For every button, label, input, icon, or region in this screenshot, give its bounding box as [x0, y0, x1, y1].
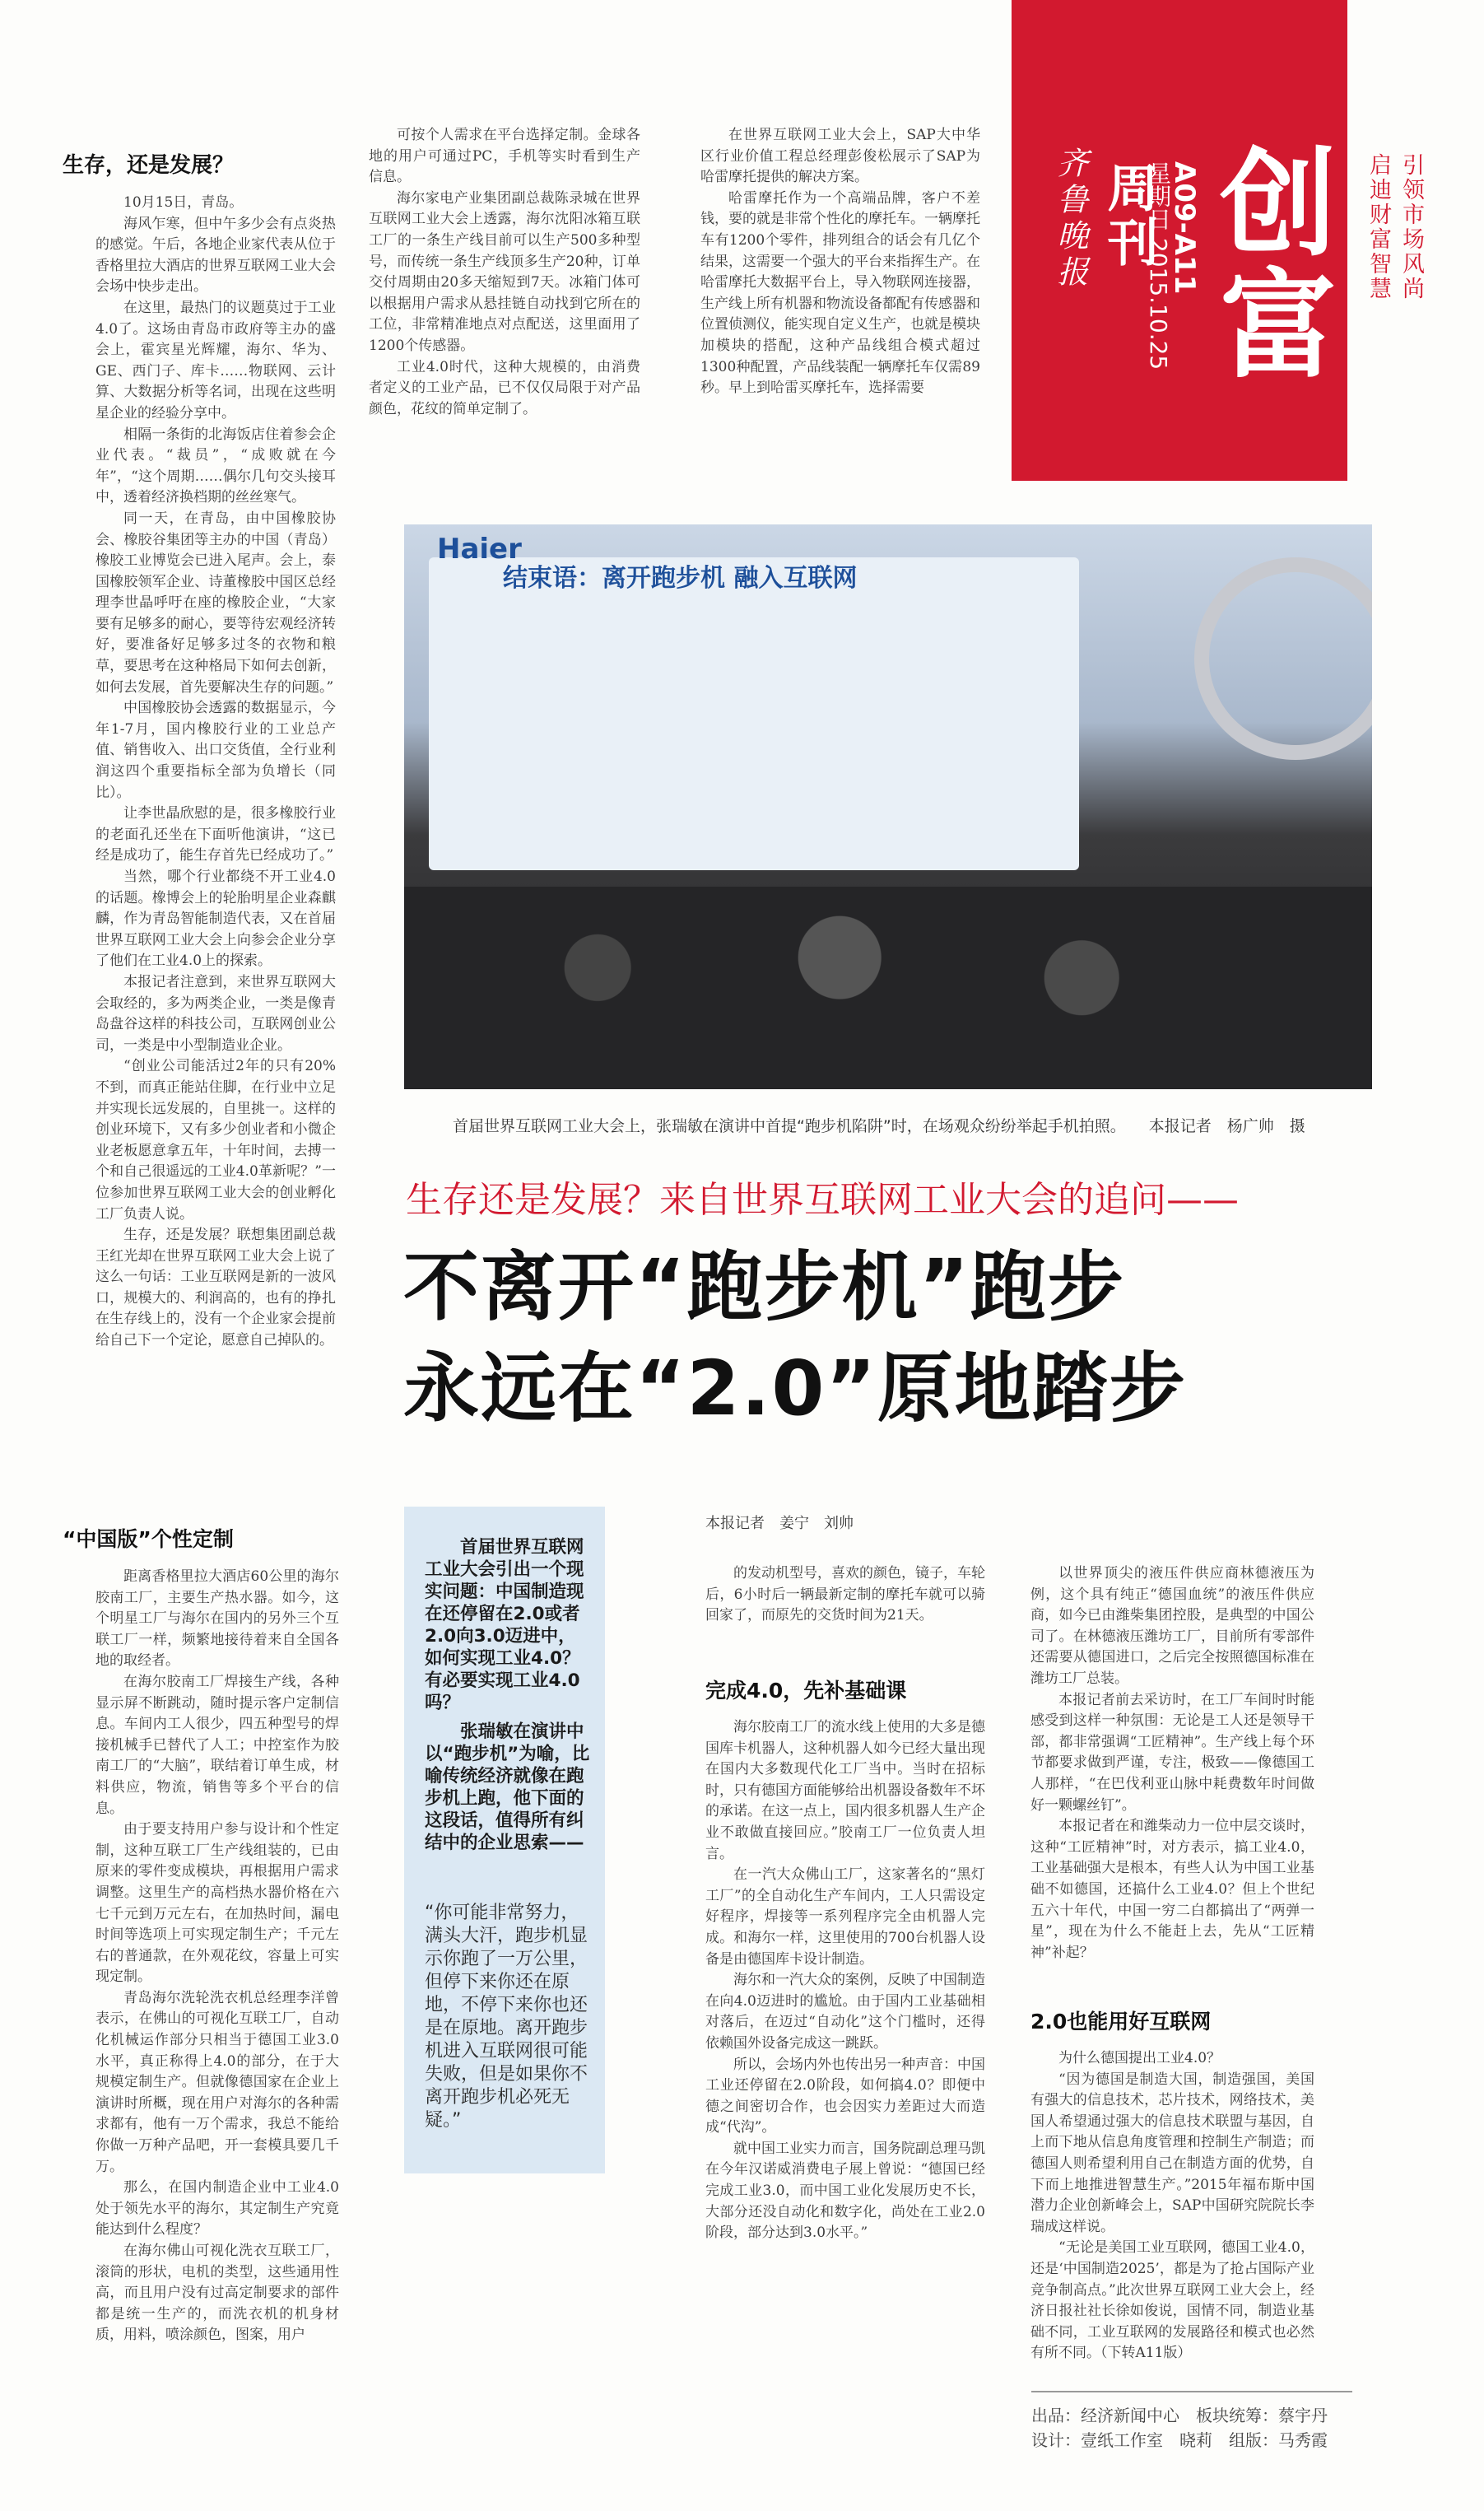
- paragraph: 本报记者在和潍柴动力一位中层交谈时，这种“工匠精神”时，对方表示，搞工业4.0，工业基础强大是根本，有些人认为中国工业基础不如德国，还搞什么工业4.0？但上个世纪五六十年代，中国一穷二白都搞出了“两弹一星”，现在为什么不能赶上去，先从“工匠精神”补起？: [1030, 1818, 1314, 1961]
- newspaper-logo: 齐鲁晚报: [1052, 147, 1088, 291]
- section-heading-basics: 完成4.0，先补基础课: [705, 1679, 907, 1703]
- headline-kicker: 生存还是发展？来自世界互联网工业大会的追问——: [406, 1179, 1239, 1221]
- gear-icon: [1194, 557, 1372, 760]
- paragraph: “因为德国是制造大国，制造强国，美国有强大的信息技术，芯片技术，网络技术，美国人希望通过强大的信息技术联盟与基因，自上而下地从信息角度管理和控制生产制造；而德国人则希望利用自己在制造方面的优势，自下而上地推进智慧生产。”2015年福布斯中国潜力企业创新峰会上，SAP中国研究院院长李瑞成这样说。: [1030, 2071, 1314, 2235]
- paragraph: 海尔和一汽大众的案例，反映了中国制造在向4.0迈进时的尴尬。由于国内工业基础相对落后，在迈过“自动化”这个门槛时，还得依赖国外设备完成这一跳跃。: [705, 1972, 985, 2052]
- screen-title: 结束语：离开跑步机 融入互联网: [503, 564, 858, 593]
- paragraph: 在世界互联网工业大会上，SAP大中华区行业价值工程总经理彭俊松展示了SAP为哈雷摩托提供的解决方案。: [700, 127, 980, 186]
- masthead: [1012, 0, 1347, 481]
- footer-credits-2: 设计：壹纸工作室 晓莉 组版：马秀霞: [1031, 2430, 1328, 2450]
- paragraph: “无论是美国工业互联网，德国工业4.0，还是‘中国制造2025’，都是为了抢占国际产业竞争制高点。”此次世界互联网工业大会上，经济日报社社长徐如俊说，国情不同，制造业基础不同，工业互联网的发展路径和模式也必然有所不同。（下转A11版）: [1030, 2239, 1314, 2362]
- paragraph: 可按个人需求在平台选择定制。金球各地的用户可通过PC，手机等实时看到生产信息。: [369, 127, 640, 186]
- article-column-1: [95, 193, 336, 1352]
- paragraph: 当然，哪个行业都绕不开工业4.0的话题。橡博会上的轮胎明星企业森麒麟，作为青岛智能制造代表，又在首届世界互联网工业大会上向参会企业分享了他们在工业4.0上的探索。: [95, 869, 336, 970]
- paragraph: 在海尔胶南工厂焊接生产线，各种显示屏不断跳动，随时提示客户定制信息。车间内工人很少，四五种型号的焊接机械手已替代了人工；中控室作为胶南工厂的“大脑”，联结着订单生成，材料供应，物流，销售等多个平台的信息。: [95, 1673, 339, 1817]
- paragraph: 为什么德国提出工业4.0？: [1058, 2050, 1221, 2066]
- screen-brand: Haier: [437, 533, 522, 566]
- paragraph: 由于要支持用户参与设计和个性定制，这种互联工厂生产线组装的，已由原来的零件变成模块，再根据用户需求调整。这里生产的高档热水器价格在六七千元到万元左右，在加热时间，漏电时间等选项上可实现定制生产；千元左右的普通款，在外观花纹，容量上可实现定制。: [95, 1821, 339, 1986]
- article-column-5: [705, 1717, 985, 2244]
- paragraph: 让李世晶欣慰的是，很多橡胶行业的老面孔还坐在下面听他演讲，“这已经是成功了，能生存首先已经成功了。”: [95, 805, 336, 864]
- section-heading-internet: 2.0也能用好互联网: [1030, 2010, 1212, 2033]
- photo-credit: 本报记者 杨广帅 摄: [1148, 1117, 1305, 1135]
- paragraph: 距离香格里拉大酒店60公里的海尔胶南工厂，主要生产热水器。如今，这个明星工厂与海尔在国内的另外三个互联工厂一样，频繁地接待着来自全国各地的取经者。: [95, 1568, 339, 1670]
- paragraph: 在这里，最热门的议题莫过于工业4.0了。这场由青岛市政府等主办的盛会上，霍宾星光辉耀，海尔、华为、GE、西门子、库卡……物联网、云计算、大数据分析等名词，出现在这些明星企业的经验分享中。: [95, 299, 336, 422]
- section-heading-survival: 生存，还是发展？: [63, 153, 235, 178]
- paragraph: 本报记者注意到，来世界互联网大会取经的，多为两类企业，一类是像青岛盘谷这样的科技公司，互联网创业公司，一类是中小型制造业企业。: [95, 973, 336, 1054]
- summary-para-2: 张瑞敏在演讲中以“跑步机”为喻，比喻传统经济就像在跑步机上跑，他下面的这段话，值得所有纠结中的企业思索——: [425, 1721, 590, 1853]
- weekly-label: 周刊: [1099, 161, 1159, 270]
- presentation-screen: [429, 557, 1079, 870]
- footer-credits-1: 出品：经济新闻中心 板块统筹：蔡宇丹: [1031, 2406, 1328, 2425]
- photo-caption: [453, 1114, 1305, 1136]
- paragraph: 生存，还是发展？联想集团副总裁王红光却在世界互联网工业大会上说了这么一句话：工业互联网是新的一波风口，规模大的、利润高的，也有的挣扎在生存线上的，没有一个企业家会提前给自己下一个定论，愿意自己掉队的。: [95, 1227, 336, 1349]
- article-column-3: [700, 125, 980, 399]
- paragraph: 10月15日，青岛。: [123, 194, 244, 211]
- paragraph: 在海尔佛山可视化洗衣互联工厂，滚筒的形状，电机的类型，这些通用性高，而且用户没有过高定制要求的部件都是统一生产的，而洗衣机的机身材质，用料，喷涂颜色，图案，用户: [95, 2243, 339, 2344]
- page-range: A09-A11: [1168, 161, 1201, 295]
- paragraph: 工业4.0时代，这种大规模的，由消费者定义的工业产品，已不仅仅局限于对产品颜色，花纹的简单定制了。: [369, 358, 640, 417]
- article-column-2: [369, 125, 640, 420]
- paragraph: 海尔家电产业集团副总裁陈录城在世界互联网工业大会上透露，海尔沈阳冰箱互联工厂的一条生产线目前可以生产500多种型号，而传统一条生产线顶多生产20种，订单交付周期由20多天缩短到7天。冰箱门体可以根据用户需求从悬挂链自动找到它所在的工位，非常精准地点对点配送，这里面用了1200个传感器。: [369, 189, 640, 354]
- article-column-6-lead: [1030, 1563, 1314, 1964]
- paragraph: 的发动机型号，喜欢的颜色，镜子，车轮后，6小时后一辆最新定制的摩托车就可以骑回家了，而原先的交货时间为21天。: [705, 1565, 985, 1624]
- paragraph: 在一汽大众佛山工厂，这家著名的“黑灯工厂”的全自动化生产车间内，工人只需设定好程序，焊接等一系列程序完全由机器人完成。和海尔一样，这里使用的700台机器人设备是由德国库卡设计制造。: [705, 1866, 985, 1968]
- caption-text: 首届世界互联网工业大会上，张瑞敏在演讲中首提“跑步机陷阱”时，在场观众纷纷举起手机拍照。: [453, 1117, 1126, 1135]
- footer-rule: [1031, 2391, 1352, 2392]
- paragraph: 中国橡胶协会透露的数据显示，今年1-7月，国内橡胶行业的工业总产值、销售收入、出口交货值，全行业利润这四个重要指标全部为负增长（同比）。: [95, 700, 336, 801]
- section-heading-custom: “中国版”个性定制: [63, 1527, 234, 1551]
- paragraph: 同一天，在青岛，由中国橡胶协会、橡胶谷集团等主办的中国（青岛）橡胶工业博览会已进入尾声。会上，泰国橡胶领军企业、诗董橡胶中国区总经理李世晶呼吁在座的橡胶企业，“大家要有足够多的耐心，要等待宏观经济转好，要准备好足够多过冬的衣物和粮草，要思考在这种格局下如何去创新，如何去发展，首先要解决生存的问题。”: [95, 510, 336, 696]
- slogan: [1361, 153, 1427, 301]
- paragraph: 那么，在国内制造企业中工业4.0处于领先水平的海尔，其定制生产究竟能达到什么程度？: [95, 2179, 339, 2238]
- audience-crowd: [404, 887, 1372, 1089]
- section-title: 创富: [1200, 142, 1336, 385]
- paragraph: 海尔胶南工厂的流水线上使用的大多是德国库卡机器人，这种机器人如今已经大量出现在国内大多数现代化工厂当中。当时在招标时，只有德国方面能够给出机器设备数年不坏的承诺。在这一点上，国内很多机器人生产企业不敢做直接回应。”胶南工厂一位负责人坦言。: [705, 1719, 985, 1862]
- paragraph: 相隔一条街的北海饭店住着参会企业代表。“裁员”，“成败就在今年”，“这个周期……偶尔几句交头接耳中，透着经济换档期的丝丝寒气。: [95, 426, 336, 506]
- paragraph: “创业公司能活过2年的只有20%不到，而真正能站住脚，在行业中立足并实现长远发展的，自里挑一。这样的创业环境下，又有多少创业者和小微企业老板愿意拿五年，十年时间，去搏一个和自己很遥远的工业4.0革新呢？”一位参加世界互联网工业大会的创业孵化工厂负责人说。: [95, 1058, 336, 1223]
- paragraph: 所以，会场内外也传出另一种声音：中国工业还停留在2.0阶段，如何搞4.0？即便中德之间密切合作，也会因实力差距过大而造成“代沟”。: [705, 2056, 985, 2136]
- pull-quote: “你可能非常努力，满头大汗，跑步机显示你跑了一万公里，但停下来你还在原地，不停下来你也还是在原地。离开跑步机进入互联网很可能失败，但是如果你不离开跑步机必死无疑。”: [425, 1903, 588, 2131]
- headline-line-2: 永远在“2.0”原地踏步: [403, 1344, 1187, 1433]
- summary-para-1: 首届世界互联网工业大会引出一个现实问题：中国制造现在还停留在2.0或者2.0向3.0迈进中，如何实现工业4.0？有必要实现工业4.0吗？: [425, 1537, 584, 1713]
- headline-line-1: 不离开“跑步机”跑步: [403, 1243, 1125, 1331]
- issue-date: 星期日 2015.10.25: [1145, 161, 1172, 370]
- byline: 本报记者 姜宁 刘帅: [705, 1515, 854, 1532]
- conference-photo: [404, 524, 1372, 1089]
- article-column-4: [95, 1567, 339, 2346]
- paragraph: 以世界顶尖的液压件供应商林德液压为例，这个具有纯正“德国血统”的液压件供应商，如今已由潍柴集团控股，是典型的中国公司了。在林德液压潍坊工厂，目前所有零部件还需要从德国进口，之后完全按照德国标准在潍坊工厂总装。: [1030, 1565, 1314, 1687]
- paragraph: 本报记者前去采访时，在工厂车间时时能感受到这样一种氛围：无论是工人还是领导干部，都非常强调“工匠精神”。生产线上每个环节都要求做到严谨，专注，极致——像德国工人那样，“在巴伐利亚山脉中耗费数年时间做好一颗螺丝钉”。: [1030, 1691, 1314, 1814]
- slogan-line-1: 引领市场风尚: [1398, 153, 1424, 301]
- paragraph: 哈雷摩托作为一个高端品牌，客户不差钱，要的就是非常个性化的摩托车。一辆摩托车有1200个零件，排列组合的话会有几亿个结果，这需要一个强大的平台来指挥生产。在哈雷摩托大数据平台上，导入物联网连接器，生产线上所有机器和物流设备都配有传感器和位置侦测仪，能实现自定义生产，也就是模块加模块的搭配，这种产品线组合模式超过1300种配置，产品线装配一辆摩托车仅需89秒。早上到哈雷买摩托车，选择需要: [700, 189, 980, 397]
- paragraph: 海风乍寒，但中午多少会有点炎热的感觉。午后，各地企业家代表从位于香格里拉大酒店的世界互联网工业大会会场中快步走出。: [95, 215, 336, 296]
- summary-text: [425, 1536, 593, 1861]
- article-column-6: [1030, 2048, 1314, 2364]
- article-column-5-lead: [705, 1563, 985, 1627]
- paragraph: 青岛海尔洗轮洗衣机总经理李洋曾表示，在佛山的可视化互联工厂，自动化机械运作部分只相当于德国工业3.0水平，真正称得上4.0的部分，在于大规模定制生产。但就像德国家在企业上演讲时所概，现在用户对海尔的各种需求都有，他有一万个需求，我总不能给你做一万种产品吧，开一套模具要几千万。: [95, 1989, 339, 2175]
- paragraph: 就中国工业实力而言，国务院副总理马凯在今年汉诺威消费电子展上曾说：“德国已经完成工业3.0，而中国工业化发展历史不长，大部分还没自动化和数字化，尚处在工业2.0阶段，部分达到3.0水平。”: [705, 2140, 985, 2242]
- slogan-line-2: 启迪财富智慧: [1365, 153, 1391, 301]
